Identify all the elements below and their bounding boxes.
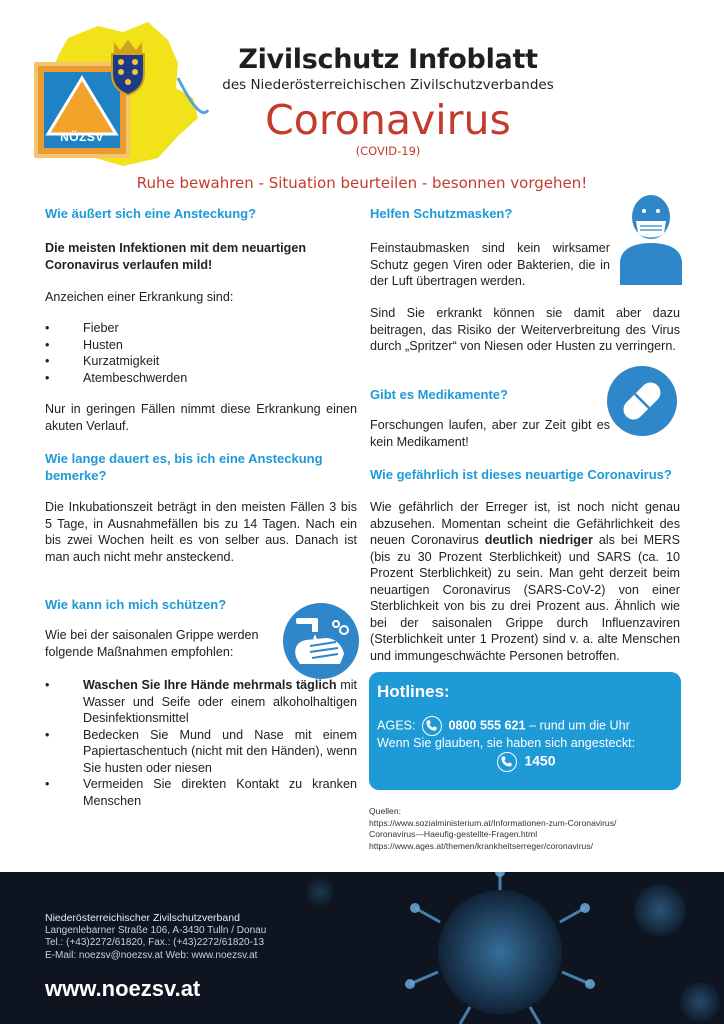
- title-block: [196, 44, 580, 158]
- phone-icon: [422, 716, 442, 736]
- danger-text-a: Wie gefährlich der Erreger ist, ist noch nicht genau abzusehen. Momentan scheint die Gefährlichkeit des neuen Coronavirus: [370, 500, 680, 547]
- protection-intro: Wie bei der saisonalen Grippe werden folgende Maßnahmen empfohlen:: [45, 628, 259, 659]
- danger-text: [370, 499, 680, 664]
- heading-danger: Wie gefährlich ist dieses neuartige Coronavirus?: [370, 467, 672, 482]
- motto: Ruhe bewahren - Situation beurteilen - besonnen vorgehen!: [136, 174, 588, 192]
- list-item: • Kurzatmigkeit: [45, 353, 357, 370]
- heading-incubation: Wie lange dauert es, bis ich eine Ansteckung bemerke?: [45, 451, 323, 483]
- headline-sub: (COVID-19): [355, 144, 421, 158]
- heading-protection: Wie kann ich mich schützen?: [45, 597, 227, 612]
- list-item: • Husten: [45, 337, 357, 354]
- heading-medication: Gibt es Medikamente?: [370, 387, 508, 402]
- heading-infection: Wie äußert sich eine Ansteckung?: [45, 206, 257, 221]
- hand-washing-icon: [282, 602, 360, 680]
- footer-url[interactable]: www.noezsv.at: [45, 976, 201, 1001]
- hotline-1450: [369, 752, 681, 772]
- headline: Coronavirus: [265, 96, 511, 144]
- ages-number[interactable]: 0800 555 621: [448, 718, 526, 733]
- page-title: Zivilschutz Infoblatt: [238, 44, 538, 75]
- symptoms-intro: Anzeichen einer Erkrankung sind:: [45, 290, 234, 304]
- measure-1-rest: mit Wasser und Seife oder einem alkoholhaltigen Desinfektionsmittel: [83, 678, 358, 725]
- infection-lead: Die meisten Infektionen mit dem neuartigen Coronavirus verlaufen mild!: [45, 241, 307, 272]
- source-link[interactable]: Coronavirus---Haeufig-gestellte-Fragen.html: [369, 829, 538, 839]
- measures-list: [45, 677, 357, 809]
- heading-masks: Helfen Schutzmasken?: [370, 206, 513, 221]
- hotline-box: [369, 672, 681, 790]
- pill-icon: [606, 365, 678, 437]
- danger-text-b: als bei MERS (bis zu 30 Prozent Sterblichkeit) und SARS (ca. 10 Prozent Sterblichkeit) zu sein. Man geht derzeit beim neuartigen Coronavirus (SARS-CoV-2) von einer Sterblichkeit von bis zu drei Prozent aus. Ähnlich wie bei der saisonalen Grippe durch Influenzaviren (Sterblichkeit unter 1 Prozent) sind v. a. alte Menschen und immungeschwächte Personen betroffen.: [370, 533, 680, 663]
- sources-label: Quellen:: [369, 806, 402, 816]
- logo-text: NÖZSV: [60, 130, 104, 144]
- coat-of-arms-icon: [106, 38, 150, 96]
- masks-text-2: Sind Sie erkrankt können sie damit aber dazu beitragen, das Risiko der Weiterverbreitung des Virus durch „Spritzer“ von Niesen oder Husten zu verringern.: [370, 306, 680, 353]
- ages-rest: – rund um die Uhr: [525, 718, 630, 733]
- incubation-text: Die Inkubationszeit beträgt in den meisten Fällen 3 bis 5 Tage, in Ausnahmefällen bis zu 14 Tagen. Nach ein bis zwei Wochen heilt es von selber aus. Danach ist man auch nicht mehr ansteckend.: [45, 500, 357, 564]
- symptom-list: [45, 320, 357, 386]
- footer-address: [45, 912, 266, 962]
- list-item: • Vermeiden Sie direkten Kontakt zu kranken Menschen: [45, 776, 357, 809]
- page-subtitle: des Niederösterreichischen Zivilschutzverbandes: [222, 77, 554, 93]
- ages-label: AGES:: [377, 718, 416, 733]
- list-item: • Atembeschwerden: [45, 370, 357, 387]
- header: [0, 0, 724, 170]
- list-item: • Bedecken Sie Mund und Nase mit einem Papiertaschentuch (nicht mit den Händen), wenn Sie husten oder niesen: [45, 727, 357, 777]
- medication-text: Forschungen laufen, aber zur Zeit gibt es kein Medikament!: [370, 418, 610, 449]
- source-link[interactable]: https://www.sozialministerium.at/Informationen-zum-Coronavirus/: [369, 817, 617, 828]
- masked-person-icon: [618, 193, 684, 285]
- masks-text-1: Feinstaubmasken sind kein wirksamer Schutz gegen Viren oder Bakterien, die in der Luft übertragen werden.: [370, 241, 610, 288]
- footer-street: Langenlebarner Straße 106, A-3430 Tulln / Donau: [45, 924, 267, 936]
- hotline-title: Hotlines:: [377, 682, 450, 701]
- danger-text-bold: deutlich niedriger: [484, 533, 593, 547]
- footer-phone: Tel.: (+43)2272/61820, Fax.: (+43)2272/61820-13: [45, 937, 265, 948]
- hotline-ages: [377, 716, 677, 736]
- sources: [369, 806, 689, 852]
- measure-1-bold: Waschen Sie Ihre Hände mehrmals täglich: [83, 678, 337, 692]
- footer-contact: E-Mail: noezsv@noezsv.at Web: www.noezsv.at: [45, 949, 258, 961]
- list-item: • Fieber: [45, 320, 357, 337]
- source-link[interactable]: https://www.ages.at/themen/krankheitserreger/coronavirus/: [369, 840, 594, 851]
- hotline-line2: Wenn Sie glauben, sie haben sich angesteckt:: [377, 736, 636, 750]
- footer: [0, 872, 724, 1024]
- phone-icon: [497, 752, 517, 772]
- footer-org: Niederösterreichischer Zivilschutzverband: [45, 912, 240, 924]
- symptoms-outro: Nur in geringen Fällen nimmt diese Erkrankung einen akuten Verlauf.: [45, 402, 357, 433]
- number-1450[interactable]: 1450: [524, 752, 556, 769]
